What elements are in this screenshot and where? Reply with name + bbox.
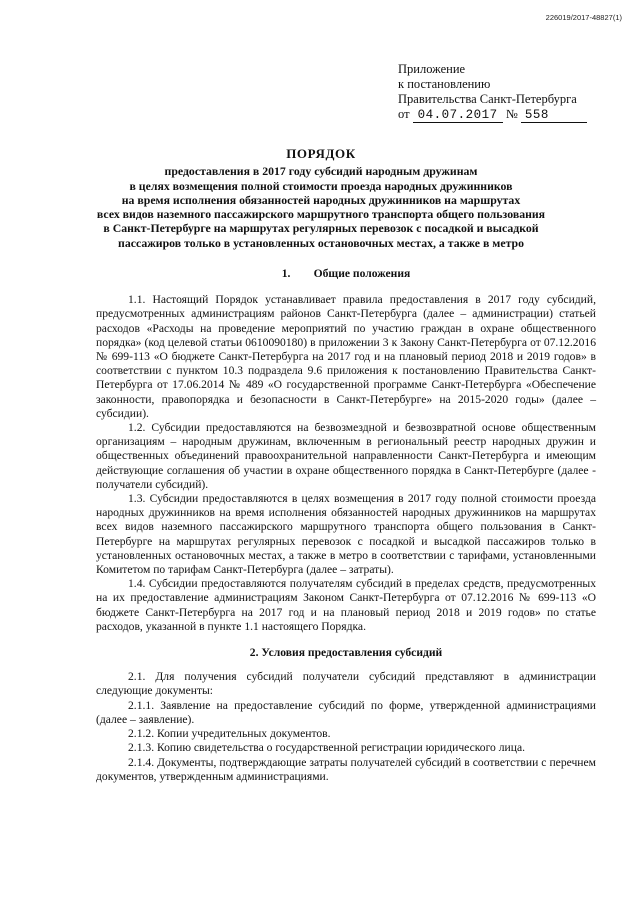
appendix-block xyxy=(398,62,587,123)
paragraph-1-4: 1.4. Субсидии предоставляются получателям субсидий в пределах средств, предусмотренных на их предоставление администрациям Законом Санкт-Петербурга от 07.12.2016 № 699-113 «О бюджете Санкт-Петербурга на 2017 год и на плановый период 2018 и 2019 годов» по статье расходов, указанной в пункте 1.1 настоящего Порядка. xyxy=(96,577,596,633)
title-line-6: пассажиров только в установленных остановочных местах, а также в метро xyxy=(118,235,524,250)
appendix-line-2: к постановлению xyxy=(398,77,491,91)
document-body xyxy=(96,265,596,784)
number-label: № xyxy=(505,107,518,121)
title-line-3: на время исполнения обязанностей народных дружинников на маршрутах xyxy=(121,192,521,207)
appendix-line-1: Приложение xyxy=(398,62,466,76)
appendix-date-line xyxy=(398,107,587,123)
title-line-5: в Санкт-Петербурге на маршрутах регулярных перевозок с посадкой и высадкой xyxy=(103,221,539,236)
paragraph-2-1: 2.1. Для получения субсидий получатели субсидий представляют в администрации следующие документы: xyxy=(96,670,596,698)
from-label: от xyxy=(398,107,410,121)
paragraph-1-2: 1.2. Субсидии предоставляются на безвозмездной и безвозвратной основе общественным организациям – народным дружинам, включенным в региональный реестр народных дружин и общественных объединений правоохранительной направленности Санкт-Петербурга и имеющим действующие соглашения об участии в охране общественного порядка в Санкт-Петербурге (далее - получатели субсидий). xyxy=(96,421,596,491)
title-line-1: предоставления в 2017 году субсидий народным дружинам xyxy=(164,164,478,179)
section-2-heading: 2. Условия предоставления субсидий xyxy=(249,646,443,660)
paragraph-2-1-1: 2.1.1. Заявление на предоставление субсидий по форме, утвержденной администрациями (далее – заявление). xyxy=(96,698,596,726)
title-line-2: в целях возмещения полной стоимости проезда народных дружинников xyxy=(129,178,513,193)
paragraph-2-1-3: 2.1.3. Копию свидетельства о государственной регистрации юридического лица. xyxy=(128,741,525,755)
paragraph-1-1: 1.1. Настоящий Порядок устанавливает правила предоставления в 2017 году субсидий, предусмотренных администрациям районов Санкт-Петербурга (далее – администрации) статьей расходов «Расходы на проведение мероприятий по участию граждан в охране общественного порядка» (код целевой статьи 0610090180) в приложении 3 к Закону Санкт-Петербурга от 07.12.2016 № 699-113 «О бюджете Санкт-Петербурга на 2017 год и на плановый период 2018 и 2019 годов» в соответствии с пунктом 10.3 подраздела 9.6 приложения к постановлению Правительства Санкт-Петербурга от 17.06.2014 № 489 «О государственной программе Санкт-Петербурга «Обеспечение законности, правопорядка и безопасности в Санкт-Петербурге» на 2015-2020 годы» (далее – субсидии). xyxy=(96,293,596,420)
paragraph-1-3: 1.3. Субсидии предоставляются в целях возмещения в 2017 году полной стоимости проезда народных дружинников на время исполнения обязанностей народных дружинников на маршрутах всех видов наземного пассажирского маршрутного транспорта общего пользования в Санкт-Петербурге на маршрутах регулярных перевозок с посадкой и высадкой пассажиров только в установленных остановочных местах, а также в метро в соответствии с тарифами, установленными Комитетом по тарифам Санкт-Петербурга (далее – затраты). xyxy=(96,492,596,577)
document-title xyxy=(80,147,562,250)
appendix-line-3: Правительства Санкт-Петербурга xyxy=(398,92,577,106)
paragraph-2-1-2: 2.1.2. Копии учредительных документов. xyxy=(128,727,331,741)
resolution-number: 558 xyxy=(521,109,587,123)
title-main: ПОРЯДОК xyxy=(286,146,356,161)
document-number: 226019/2017-48827(1) xyxy=(545,13,622,22)
title-line-4: всех видов наземного пассажирского маршрутного транспорта общего пользования xyxy=(96,207,546,222)
paragraph-2-1-4: 2.1.4. Документы, подтверждающие затраты получателей субсидий в соответствии с перечнем документов, утвержденным администрациями. xyxy=(96,755,596,783)
section-1-heading: 1. Общие положения xyxy=(281,267,411,280)
resolution-date: 04.07.2017 xyxy=(413,109,503,123)
